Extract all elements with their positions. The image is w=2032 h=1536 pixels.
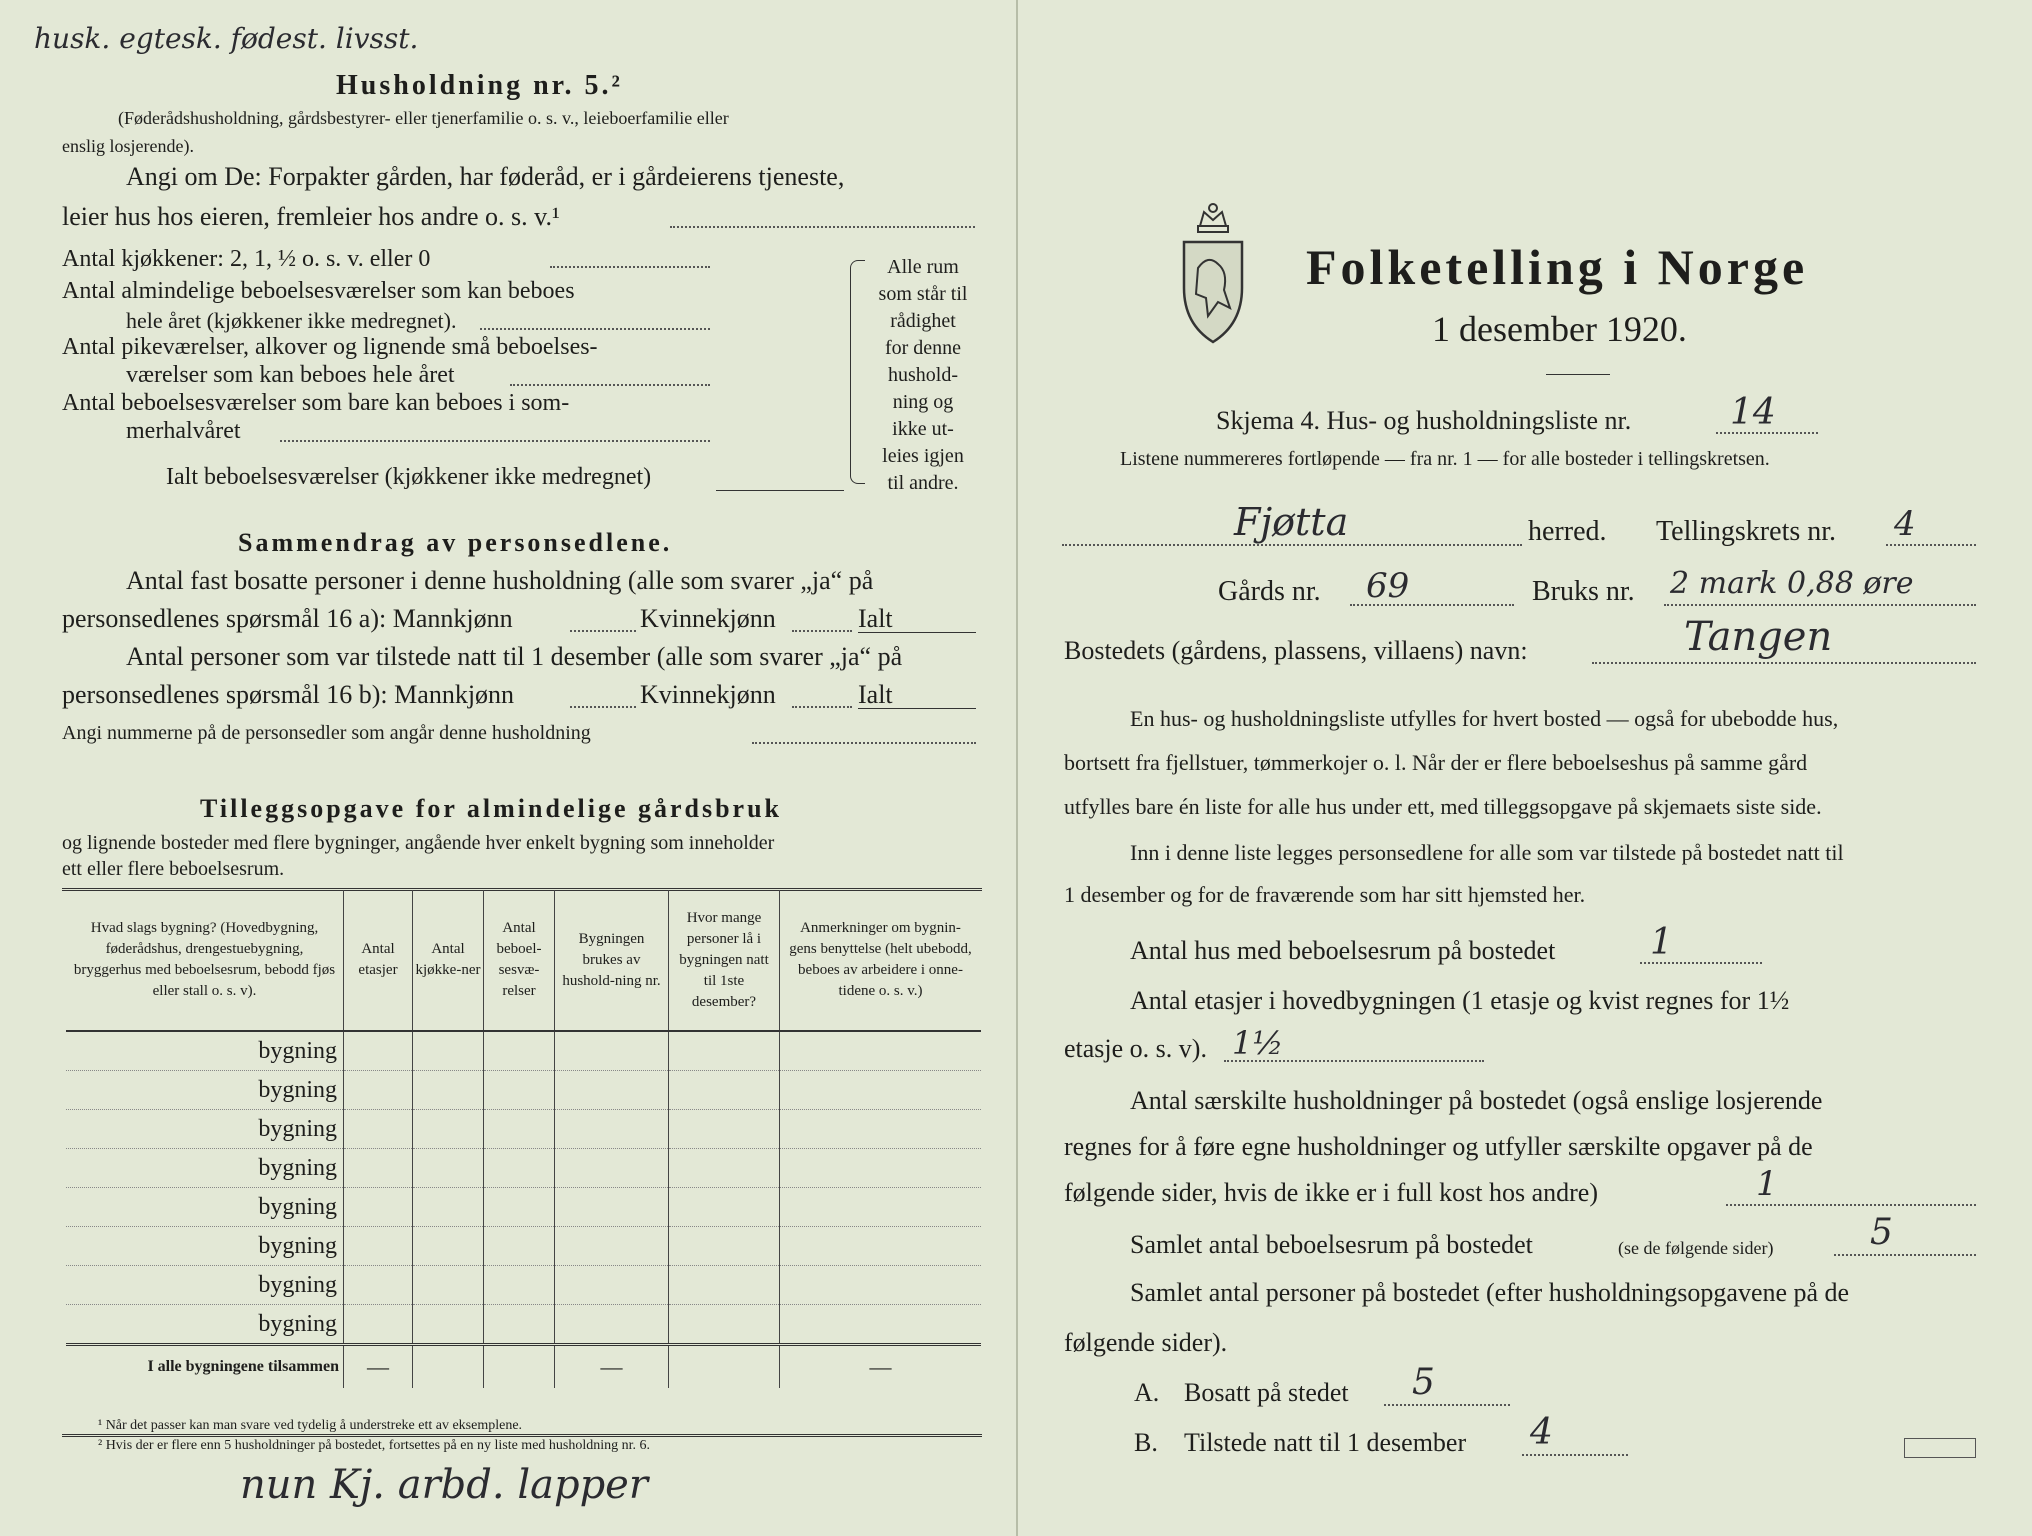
instructions-5: 1 desember og for de fraværende som har sitt hjemsted her. bbox=[1064, 882, 1586, 907]
total-line-1 bbox=[858, 632, 976, 633]
cell bbox=[344, 1266, 413, 1305]
instructions-4: Inn i denne liste legges personsedlene for alle som var tilstede på bostedet natt til bbox=[1130, 840, 1844, 865]
row-label: bygning bbox=[66, 1188, 344, 1227]
gards-label: Gårds nr. bbox=[1218, 576, 1321, 607]
handwritten-bottom-note: nun Kj. arbd. lapper bbox=[240, 1462, 648, 1508]
female-label-2: Kvinnekjønn bbox=[640, 680, 776, 709]
floors-question-a: Antal etasjer i hovedbygningen (1 etasje og kvist regnes for 1½ bbox=[1130, 986, 1790, 1015]
cell bbox=[484, 1149, 555, 1188]
summer-rooms-question-a: Antal beboelsesværelser som bare kan beboes i som- bbox=[62, 390, 570, 416]
row-label: bygning bbox=[66, 1227, 344, 1266]
resident-value: 5 bbox=[1412, 1362, 1435, 1403]
cell bbox=[669, 1305, 780, 1345]
summer-rooms-question-b: merhalvåret bbox=[126, 418, 241, 444]
schema-nr-value: 14 bbox=[1730, 392, 1776, 433]
side-note-line: leies igjen bbox=[882, 445, 964, 467]
cell bbox=[780, 1188, 982, 1227]
row-label: bygning bbox=[66, 1110, 344, 1149]
row-label: bygning bbox=[66, 1305, 344, 1345]
cell bbox=[669, 1266, 780, 1305]
table-header-row bbox=[66, 890, 981, 1031]
cell bbox=[413, 1071, 484, 1110]
houses-value: 1 bbox=[1650, 922, 1673, 963]
persons-question-a: Samlet antal personer på bostedet (efter husholdningsopgavene på de bbox=[1130, 1278, 1850, 1307]
census-date: 1 desember 1920. bbox=[1432, 309, 1687, 349]
instructions-1: En hus- og husholdningsliste utfylles for hvert bosted — også for ubebodde hus, bbox=[1130, 706, 1839, 731]
cell bbox=[484, 1227, 555, 1266]
small-rooms-question-b: værelser som kan beboes hele året bbox=[126, 362, 455, 388]
footnote-1: ¹ Når det passer kan man svare ved tydelig å understreke ett av eksemplene. bbox=[98, 1418, 523, 1433]
households-question-c: følgende sider, hvis de ikke er i full kost hos andre) bbox=[1064, 1178, 1598, 1207]
side-note-line: rådighet bbox=[890, 310, 956, 332]
row-label: bygning bbox=[66, 1149, 344, 1188]
cell bbox=[484, 1345, 555, 1389]
table-row bbox=[66, 1227, 981, 1266]
numbers-line bbox=[752, 742, 976, 744]
bruks-line bbox=[1664, 604, 1976, 606]
table-row bbox=[66, 1266, 981, 1305]
small-rooms-question-a: Antal pikeværelser, alkover og lignende små beboelses- bbox=[62, 334, 598, 360]
cell bbox=[555, 1071, 669, 1110]
herred-line bbox=[1062, 544, 1522, 546]
present-label: Tilstede natt til 1 desember bbox=[1184, 1428, 1467, 1457]
side-note-line: som står til bbox=[878, 283, 968, 305]
total-rooms-answer-line bbox=[1834, 1254, 1976, 1256]
houses-question: Antal hus med beboelsesrum på bostedet bbox=[1130, 936, 1556, 965]
household-subtitle-2: enslig losjerende). bbox=[62, 136, 194, 156]
female-label-1: Kvinnekjønn bbox=[640, 604, 776, 633]
cell bbox=[413, 1266, 484, 1305]
col-header-floors: Antal etasjer bbox=[344, 890, 413, 1031]
list-note: Listene nummereres fortløpende — fra nr. 1 — for alle bosteder i tellingskretsen. bbox=[1120, 448, 1770, 470]
cell bbox=[669, 1031, 780, 1071]
cell bbox=[344, 1071, 413, 1110]
table-row bbox=[66, 1110, 981, 1149]
table-row bbox=[66, 1188, 981, 1227]
total-dash: — bbox=[344, 1345, 413, 1389]
total-label-1: Ialt bbox=[858, 604, 893, 633]
cell bbox=[484, 1031, 555, 1071]
present-value: 4 bbox=[1530, 1412, 1553, 1453]
cell bbox=[669, 1149, 780, 1188]
total-rooms-line bbox=[716, 490, 844, 491]
floors-value: 1½ bbox=[1232, 1024, 1284, 1062]
tellingskrets-line bbox=[1886, 544, 1976, 546]
cell bbox=[344, 1305, 413, 1345]
cell bbox=[413, 1188, 484, 1227]
male-line-2 bbox=[570, 706, 636, 708]
table-row bbox=[66, 1149, 981, 1188]
footnote-2: ² Hvis der er flere enn 5 husholdninger på bostedet, fortsettes på en ny liste med husholdning nr. 6. bbox=[98, 1438, 651, 1453]
total-rooms-value: 5 bbox=[1870, 1212, 1893, 1253]
households-question-a: Antal særskilte husholdninger på bostedet (også enslige losjerende bbox=[1130, 1086, 1823, 1115]
side-note-line: ning og bbox=[892, 391, 954, 413]
tellingskrets-value: 4 bbox=[1894, 504, 1916, 544]
brace bbox=[850, 260, 865, 484]
floors-question-b: etasje o. s. v). bbox=[1064, 1034, 1207, 1063]
table-row bbox=[66, 1071, 981, 1110]
total-label-2: Ialt bbox=[858, 680, 893, 709]
cell bbox=[669, 1227, 780, 1266]
row-label: bygning bbox=[66, 1031, 344, 1071]
cell bbox=[413, 1227, 484, 1266]
question-1b: leier hus hos eieren, fremleier hos andre o. s. v.¹ bbox=[62, 202, 560, 231]
col-header-building: Hvad slags bygning? (Hovedbygning, føderådshus, drengestuebygning, bryggerhus med beboelsesrum, bebodd fjøs eller stall o. s. v). bbox=[66, 890, 344, 1031]
side-note-line: til andre. bbox=[887, 472, 959, 494]
cell bbox=[780, 1110, 982, 1149]
total-rooms-hint: (se de følgende sider) bbox=[1618, 1238, 1774, 1258]
side-note bbox=[868, 254, 978, 497]
extra-title: Tilleggsopgave for almindelige gårdsbruk bbox=[200, 794, 783, 823]
cell bbox=[413, 1305, 484, 1345]
row-label: bygning bbox=[66, 1266, 344, 1305]
table-bottom-rule bbox=[62, 1434, 982, 1437]
small-rooms-line bbox=[510, 384, 710, 386]
table-row bbox=[66, 1031, 981, 1071]
col-header-rooms: Antal beboel-sesvæ-relser bbox=[484, 890, 555, 1031]
summary-2b: personsedlenes spørsmål 16 b): Mannkjønn bbox=[62, 680, 515, 709]
cell bbox=[780, 1149, 982, 1188]
herred-value: Fjøtta bbox=[1234, 500, 1349, 544]
summary-3: Angi nummerne på de personsedler som angår denne husholdning bbox=[62, 722, 591, 744]
printer-stamp bbox=[1904, 1438, 1976, 1458]
cell bbox=[344, 1110, 413, 1149]
total-dash: — bbox=[780, 1345, 982, 1389]
title-divider bbox=[1546, 374, 1610, 375]
rooms-question-b: hele året (kjøkkener ikke medregnet). bbox=[126, 308, 457, 333]
households-line bbox=[1726, 1204, 1976, 1206]
bosted-label: Bostedets (gårdens, plassens, villaens) navn: bbox=[1064, 636, 1528, 665]
buildings-table bbox=[66, 890, 981, 1388]
cell bbox=[555, 1188, 669, 1227]
rooms-question-a: Antal almindelige beboelsesværelser som kan beboes bbox=[62, 278, 575, 304]
question-1a: Angi om De: Forpakter gården, har føderåd, er i gårdeierens tjeneste, bbox=[126, 162, 845, 191]
col-header-kitchens: Antal kjøkke-ner bbox=[413, 890, 484, 1031]
resident-label-letter: A. bbox=[1134, 1378, 1160, 1407]
side-note-line: for denne bbox=[884, 337, 962, 359]
total-rooms-question: Ialt beboelsesværelser (kjøkkener ikke medregnet) bbox=[166, 464, 652, 490]
female-line-2 bbox=[792, 706, 852, 708]
row-label: bygning bbox=[66, 1071, 344, 1110]
household-title: Husholdning nr. 5.² bbox=[336, 70, 623, 101]
instructions-2: bortsett fra fjellstuer, tømmerkojer o. l. Når der er flere beboelseshus på samme gård bbox=[1064, 750, 1808, 775]
handwritten-top-note: husk. egtesk. fødest. livsst. bbox=[34, 22, 419, 55]
answer-line-1 bbox=[670, 226, 975, 228]
bosted-line bbox=[1592, 662, 1976, 664]
bruks-value: 2 mark 0,88 øre bbox=[1670, 566, 1914, 601]
resident-line bbox=[1384, 1404, 1510, 1406]
cell bbox=[484, 1305, 555, 1345]
cell bbox=[413, 1345, 484, 1389]
census-title: Folketelling i Norge bbox=[1306, 239, 1809, 295]
cell bbox=[555, 1227, 669, 1266]
gards-value: 69 bbox=[1366, 566, 1410, 606]
cell bbox=[669, 1345, 780, 1389]
total-dash: — bbox=[555, 1345, 669, 1389]
resident-label: Bosatt på stedet bbox=[1184, 1378, 1349, 1407]
cell bbox=[413, 1110, 484, 1149]
page-fold bbox=[1016, 0, 1018, 1536]
cell bbox=[780, 1266, 982, 1305]
cell bbox=[555, 1031, 669, 1071]
summary-2a: Antal personer som var tilstede natt til 1 desember (alle som svarer „ja“ på bbox=[126, 642, 903, 671]
cell bbox=[780, 1071, 982, 1110]
total-row-label: I alle bygningene tilsammen bbox=[66, 1345, 344, 1389]
households-value: 1 bbox=[1756, 1164, 1778, 1204]
persons-question-b: følgende sider). bbox=[1064, 1328, 1228, 1357]
summary-1a: Antal fast bosatte personer i denne husholdning (alle som svarer „ja“ på bbox=[126, 566, 874, 595]
col-header-household: Bygningen brukes av hushold-ning nr. bbox=[555, 890, 669, 1031]
cell bbox=[780, 1031, 982, 1071]
bruks-label: Bruks nr. bbox=[1532, 576, 1635, 607]
households-question-b: regnes for å føre egne husholdninger og utfyller særskilte opgaver på de bbox=[1064, 1132, 1813, 1161]
col-header-persons: Hvor mange personer lå i bygningen natt til 1ste desember? bbox=[669, 890, 780, 1031]
extra-sub-2: ett eller flere beboelsesrum. bbox=[62, 858, 285, 880]
table-total-row bbox=[66, 1345, 981, 1389]
side-note-line: hushold- bbox=[888, 364, 958, 386]
rooms-line bbox=[480, 328, 710, 330]
cell bbox=[669, 1110, 780, 1149]
cell bbox=[780, 1305, 982, 1345]
cell bbox=[484, 1188, 555, 1227]
cell bbox=[344, 1149, 413, 1188]
table-row bbox=[66, 1305, 981, 1345]
herred-label: herred. bbox=[1528, 516, 1607, 547]
male-line-1 bbox=[570, 630, 636, 632]
cell bbox=[344, 1188, 413, 1227]
col-header-remarks: Anmerkninger om bygnin-gens benyttelse (helt ubebodd, beboes av arbeidere i onne-tidene o. s. v.) bbox=[780, 890, 982, 1031]
total-line-2 bbox=[858, 708, 976, 709]
cell bbox=[555, 1305, 669, 1345]
bosted-value: Tangen bbox=[1684, 614, 1833, 660]
female-line-1 bbox=[792, 630, 852, 632]
cell bbox=[555, 1110, 669, 1149]
instructions-3: utfylles bare én liste for alle hus under ett, med tilleggsopgave på skjemaets siste side. bbox=[1064, 794, 1822, 819]
present-line bbox=[1522, 1454, 1628, 1456]
cell bbox=[413, 1149, 484, 1188]
cell bbox=[413, 1031, 484, 1071]
schema-label: Skjema 4. Hus- og husholdningsliste nr. bbox=[1216, 406, 1632, 435]
kitchens-line bbox=[550, 266, 710, 268]
cell bbox=[344, 1227, 413, 1266]
cell bbox=[484, 1071, 555, 1110]
kitchens-question: Antal kjøkkener: 2, 1, ½ o. s. v. eller 0 bbox=[62, 246, 431, 272]
cell bbox=[555, 1149, 669, 1188]
summary-1b: personsedlenes spørsmål 16 a): Mannkjønn bbox=[62, 604, 513, 633]
summary-title: Sammendrag av personsedlene. bbox=[238, 528, 673, 557]
side-note-line: ikke ut- bbox=[892, 418, 954, 440]
present-label-letter: B. bbox=[1134, 1428, 1158, 1457]
cell bbox=[484, 1266, 555, 1305]
cell bbox=[484, 1110, 555, 1149]
total-rooms-label: Samlet antal beboelsesrum på bostedet bbox=[1130, 1230, 1533, 1259]
tellingskrets-label: Tellingskrets nr. bbox=[1656, 516, 1837, 547]
household-subtitle-1: (Føderådshusholdning, gårdsbestyrer- eller tjenerfamilie o. s. v., leieboerfamilie eller bbox=[118, 108, 729, 128]
cell bbox=[669, 1188, 780, 1227]
cell bbox=[344, 1031, 413, 1071]
coat-of-arms-icon bbox=[1178, 198, 1248, 348]
side-note-line: Alle rum bbox=[887, 256, 959, 278]
cell bbox=[555, 1266, 669, 1305]
extra-sub-1: og lignende bosteder med flere bygninger, angående hver enkelt bygning som inneholder bbox=[62, 832, 775, 854]
summer-rooms-line bbox=[280, 440, 710, 442]
cell bbox=[669, 1071, 780, 1110]
cell bbox=[780, 1227, 982, 1266]
